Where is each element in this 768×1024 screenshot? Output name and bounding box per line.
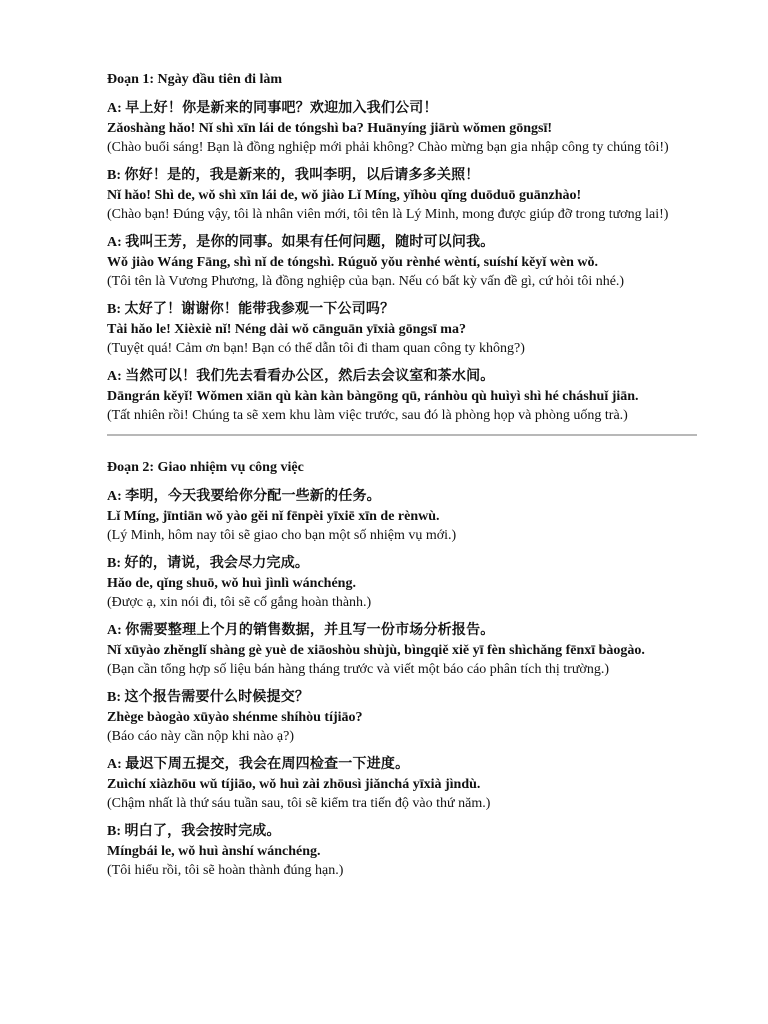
pinyin-text: Nǐ hǎo! Shì de, wǒ shì xīn lái de, wǒ jiào Lǐ Míng, yǐhòu qǐng duōduō guānzhào! [107,188,582,203]
dialog-line [107,822,697,880]
chinese-line [107,233,697,253]
pinyin-text: Tài hǎo le! Xièxiè nǐ! Néng dài wǒ cānguān yīxià gōngsī ma? [107,322,466,337]
pinyin-text: Zhège bàogào xūyào shénme shíhòu tíjiāo? [107,710,363,725]
pinyin-text: Wǒ jiào Wáng Fāng, shì nǐ de tóngshì. Rúguǒ yǒu rènhé wèntí, suíshí kěyǐ wèn wǒ. [107,255,598,270]
pinyin-text: Nǐ xūyào zhěnglǐ shàng gè yuè de xiāoshòu shùjù, bìngqiě xiě yī fèn shìchǎng fēnxī bàogào. [107,643,645,658]
speaker-label: A: [107,369,122,384]
pinyin-text: Zuìchí xiàzhōu wǔ tíjiāo, wǒ huì zài zhōusì jiǎnchá yīxià jìndù. [107,777,481,792]
hanzi-text: 早上好！你是新来的同事吧？欢迎加入我们公司！ [125,101,438,116]
pinyin-text: Dāngrán kěyǐ! Wǒmen xiān qù kàn kàn bàngōng qū, ránhòu qù huìyì shì hé cháshuǐ jiān. [107,389,639,404]
section-2 [107,458,697,880]
speaker-label: A: [107,235,122,250]
hanzi-text: 好的，请说，我会尽力完成。 [124,556,310,571]
pinyin-text: Míngbái le, wǒ huì ànshí wánchéng. [107,844,321,859]
dialog-line [107,166,697,224]
chinese-line [107,300,697,320]
vietnamese-translation: (Tôi hiểu rồi, tôi sẽ hoàn thành đúng hạn.) [107,863,344,878]
section-title: Đoạn 2: Giao nhiệm vụ công việc [107,460,304,475]
dialog-line [107,233,697,291]
hanzi-text: 这个报告需要什么时候提交？ [124,690,310,705]
dialog-line [107,300,697,358]
vietnamese-translation: (Được ạ, xin nói đi, tôi sẽ cố gắng hoàn thành.) [107,595,372,610]
speaker-label: B: [107,690,121,705]
chinese-line [107,554,697,574]
speaker-label: A: [107,489,122,504]
speaker-label: A: [107,101,122,116]
vietnamese-translation: (Báo cáo này cần nộp khi nào ạ?) [107,729,294,744]
hanzi-text: 你好！是的，我是新来的，我叫李明，以后请多多关照！ [124,168,480,183]
vietnamese-translation: (Chào bạn! Đúng vậy, tôi là nhân viên mới, tôi tên là Lý Minh, mong được giúp đỡ trong tương lai!) [107,207,669,222]
chinese-line [107,99,697,119]
pinyin-text: Hǎo de, qǐng shuō, wǒ huì jìnlì wánchéng. [107,576,356,591]
dialog-line [107,487,697,545]
chinese-line [107,166,697,186]
speaker-label: A: [107,757,122,772]
vietnamese-translation: (Chào buổi sáng! Bạn là đồng nghiệp mới phải không? Chào mừng bạn gia nhập công ty chúng tôi!) [107,140,669,155]
hanzi-text: 明白了，我会按时完成。 [124,824,281,839]
section-divider [107,434,697,436]
section-1 [107,70,697,425]
chinese-line [107,688,697,708]
vietnamese-translation: (Chậm nhất là thứ sáu tuần sau, tôi sẽ kiểm tra tiến độ vào thứ năm.) [107,796,491,811]
vietnamese-translation: (Tất nhiên rồi! Chúng ta sẽ xem khu làm việc trước, sau đó là phòng họp và phòng uống trà.) [107,408,628,423]
chinese-line [107,487,697,507]
hanzi-text: 最迟下周五提交，我会在周四检查一下进度。 [125,757,410,772]
document-body [107,70,697,889]
hanzi-text: 李明，今天我要给你分配一些新的任务。 [125,489,381,504]
section-title: Đoạn 1: Ngày đầu tiên đi làm [107,72,283,87]
hanzi-text: 我叫王芳，是你的同事。如果有任何问题，随时可以问我。 [125,235,495,250]
chinese-line [107,822,697,842]
pinyin-text: Lǐ Míng, jīntiān wǒ yào gěi nǐ fēnpèi yīxiē xīn de rènwù. [107,509,440,524]
hanzi-text: 当然可以！我们先去看看办公区，然后去会议室和茶水间。 [125,369,495,384]
dialog-line [107,367,697,425]
speaker-label: B: [107,302,121,317]
chinese-line [107,621,697,641]
chinese-line [107,755,697,775]
hanzi-text: 你需要整理上个月的销售数据，并且写一份市场分析报告。 [125,623,495,638]
speaker-label: B: [107,824,121,839]
vietnamese-translation: (Bạn cần tổng hợp số liệu bán hàng tháng trước và viết một báo cáo phân tích thị trường.) [107,662,609,677]
hanzi-text: 太好了！谢谢你！能带我参观一下公司吗？ [124,302,395,317]
dialog-line [107,554,697,612]
vietnamese-translation: (Tôi tên là Vương Phương, là đồng nghiệp của bạn. Nếu có bất kỳ vấn đề gì, cứ hỏi tôi nhé.) [107,274,625,289]
pinyin-text: Zǎoshàng hǎo! Nǐ shì xīn lái de tóngshì ba? Huānyíng jiārù wǒmen gōngsī! [107,121,552,136]
dialog-line [107,755,697,813]
vietnamese-translation: (Tuyệt quá! Cảm ơn bạn! Bạn có thể dẫn tôi đi tham quan công ty không?) [107,341,525,356]
dialog-line [107,688,697,746]
speaker-label: A: [107,623,122,638]
speaker-label: B: [107,556,121,571]
vietnamese-translation: (Lý Minh, hôm nay tôi sẽ giao cho bạn một số nhiệm vụ mới.) [107,528,457,543]
dialog-line [107,99,697,157]
speaker-label: B: [107,168,121,183]
chinese-line [107,367,697,387]
dialog-line [107,621,697,679]
